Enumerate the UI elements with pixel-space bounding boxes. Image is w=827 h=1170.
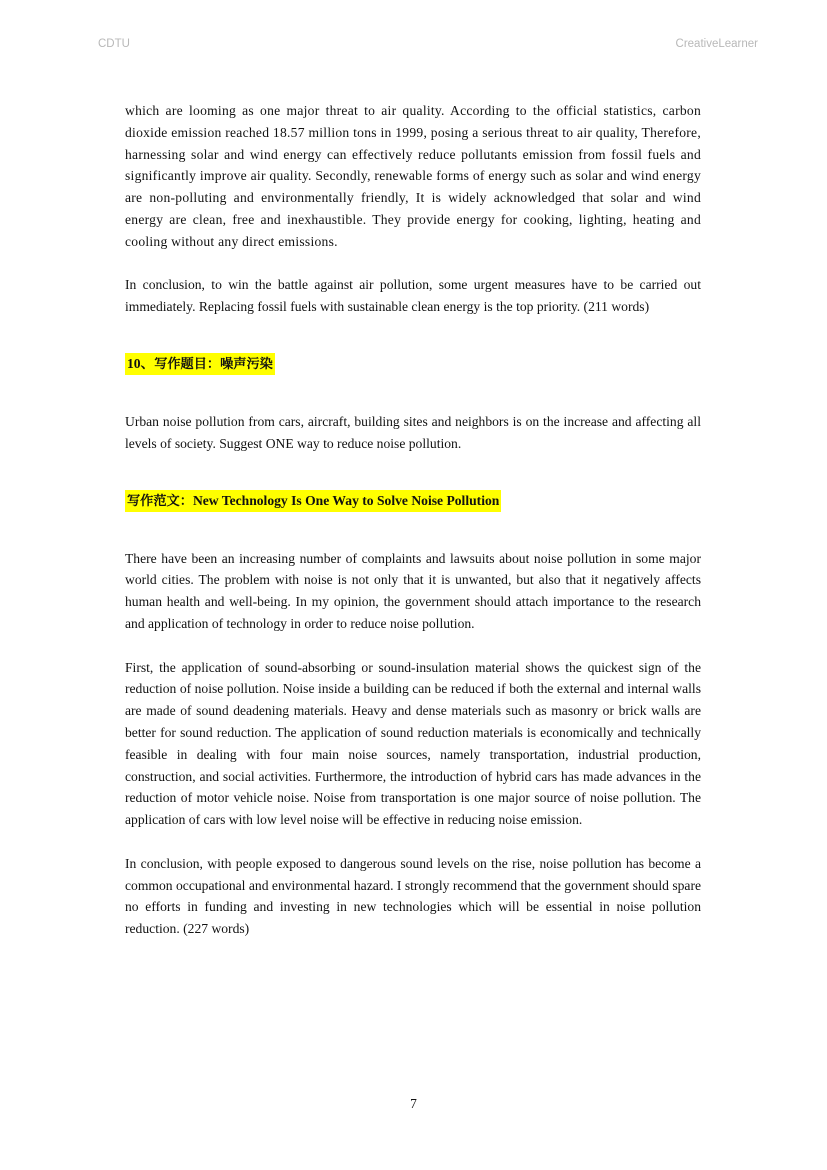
topic-heading-highlight <box>125 353 275 375</box>
topic-heading <box>125 351 701 378</box>
paragraph-air-quality: which are looming as one major threat to air quality. According to the official statistics, carbon dioxide emission reached 18.57 million tons in 1999, posing a serious threat to air quality, Therefore, harnessing solar and wind energy can effectively reduce pollutants emission from fossil fuels and significantly improve air quality. Secondly, renewable forms of energy such as solar and wind energy are non-polluting and environmentally friendly, It is widely acknowledged that solar and wind energy are clean, free and inexhaustible. They provide energy for cooking, lighting, heating and cooling without any direct emissions. <box>125 103 701 249</box>
sample-title: New Technology Is One Way to Solve Noise Pollution <box>192 492 500 508</box>
document-body <box>125 100 701 940</box>
paragraph-conclusion: In conclusion, with people exposed to dangerous sound levels on the rise, noise pollution has become a common occupational and environmental hazard. I strongly recommend that the government should spare no efforts in funding and investing in new technologies which will be essential in noise pollution reduction. (227 words) <box>125 855 701 937</box>
sample-heading-highlight <box>125 490 501 512</box>
sample-heading <box>125 488 701 515</box>
sample-label: 写作范文： <box>127 493 193 509</box>
topic-number: 10、 <box>127 355 155 371</box>
paragraph-prompt: Urban noise pollution from cars, aircraft, building sites and neighbors is on the increase and affecting all levels of society. Suggest ONE way to reduce noise pollution. <box>125 413 701 451</box>
paragraph-intro: There have been an increasing number of complaints and lawsuits about noise pollution in some major world cities. The problem with noise is not only that it is unwanted, but also that it negatively affects human health and well-being. In my opinion, the government should attach importance to the research and application of technology in order to reduce noise pollution. <box>125 550 701 631</box>
header-left-label: CDTU <box>98 38 130 50</box>
page-number: 7 <box>410 1096 417 1111</box>
header-right-label: CreativeLearner <box>675 38 758 50</box>
paragraph-body: First, the application of sound-absorbing or sound-insulation material shows the quickest sign of the reduction of noise pollution. Noise inside a building can be reduced if both the external and internal walls are made of sound deadening materials. Heavy and dense materials such as masonry or brick walls are better for sound reduction. The application of sound reduction materials is economically and technically feasible in dealing with four main noise sources, namely transportation, industrial production, construction, and social activities. Furthermore, the introduction of hybrid cars has made advances in the reduction of motor vehicle noise. Noise from transportation is one major source of noise pollution. The application of cars with low level noise will be effective in reducing noise emission. <box>125 659 701 828</box>
topic-label: 写作题目：噪声污染 <box>154 356 273 372</box>
paragraph-air-conclusion: In conclusion, to win the battle against air pollution, some urgent measures have to be carried out immediately. Replacing fossil fuels with sustainable clean energy is the top priority. (211 words) <box>125 277 701 315</box>
